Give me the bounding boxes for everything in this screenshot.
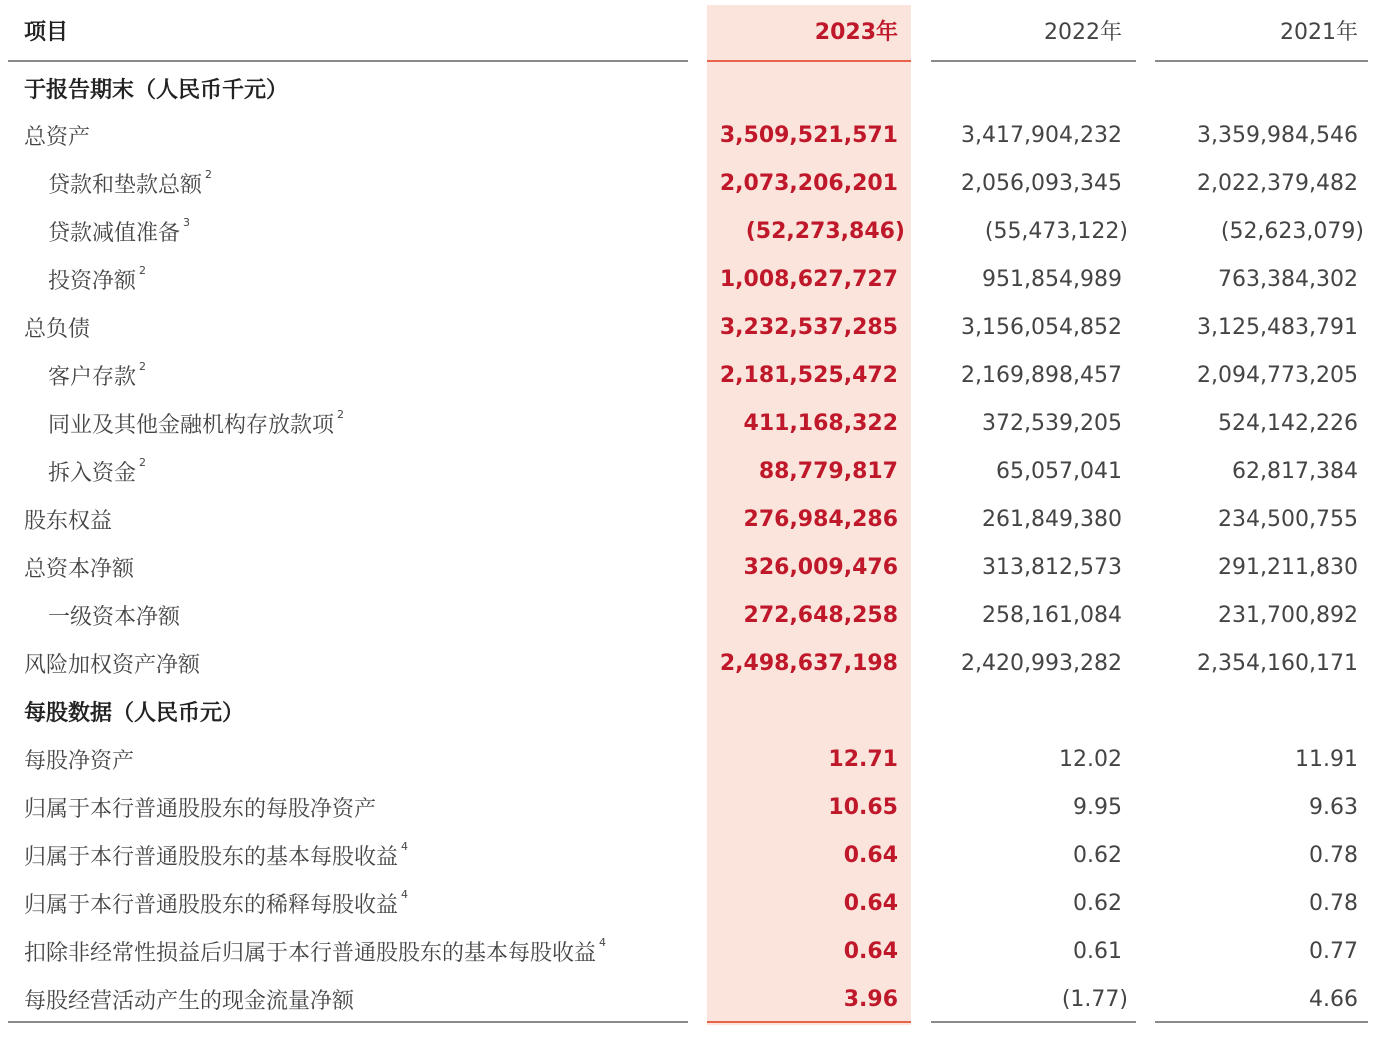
value-2022: 12.02 xyxy=(1059,746,1122,772)
table-row xyxy=(0,351,1386,399)
row-label xyxy=(48,207,190,255)
value-2021: 524,142,226 xyxy=(1218,410,1358,436)
value-2023: 12.71 xyxy=(828,746,898,772)
row-label xyxy=(24,735,134,783)
row-label xyxy=(48,159,212,207)
value-2023: 0.64 xyxy=(843,890,898,916)
value-2021: 3,125,483,791 xyxy=(1197,314,1358,340)
row-label-text: 每股经营活动产生的现金流量净额 xyxy=(24,988,355,1014)
row-label xyxy=(24,495,112,543)
value-2021: 0.77 xyxy=(1309,938,1358,964)
header-item: 项目 xyxy=(24,19,69,45)
footnote-marker: 2 xyxy=(205,167,213,181)
row-label-text: 客户存款 xyxy=(48,364,137,390)
value-2023: 0.64 xyxy=(843,842,898,868)
value-2021: 2,022,379,482 xyxy=(1197,170,1358,196)
table-row xyxy=(0,543,1386,591)
footnote-marker: 4 xyxy=(599,935,607,949)
row-label-text: 风险加权资产净额 xyxy=(24,652,201,678)
value-2023: 88,779,817 xyxy=(758,458,898,484)
row-label xyxy=(24,975,354,1023)
value-2023: 3,232,537,285 xyxy=(719,314,898,340)
value-2023: 411,168,322 xyxy=(743,410,898,436)
value-2023: 326,009,476 xyxy=(743,554,898,580)
footnote-marker: 2 xyxy=(139,263,147,277)
value-2022: 0.62 xyxy=(1073,890,1122,916)
value-2021: 0.78 xyxy=(1309,842,1358,868)
value-2022: 2,169,898,457 xyxy=(961,362,1122,388)
row-label xyxy=(24,543,134,591)
row-label-text: 归属于本行普通股股东的稀释每股收益 xyxy=(24,892,399,918)
value-2021: 11.91 xyxy=(1295,746,1358,772)
value-2022: 313,812,573 xyxy=(982,554,1122,580)
row-label xyxy=(24,111,90,159)
value-2022: 2,056,093,345 xyxy=(961,170,1122,196)
row-label xyxy=(48,447,146,495)
row-label-text: 贷款减值准备 xyxy=(48,220,181,246)
footnote-marker: 2 xyxy=(337,407,345,421)
table-row xyxy=(0,399,1386,447)
row-label xyxy=(48,591,180,639)
value-2023: 3.96 xyxy=(843,986,898,1012)
row-label xyxy=(48,399,344,447)
row-label-text: 总资产 xyxy=(24,124,91,150)
table-row xyxy=(0,255,1386,303)
footnote-marker: 2 xyxy=(139,455,147,469)
value-2021: 62,817,384 xyxy=(1232,458,1358,484)
table-row xyxy=(0,447,1386,495)
table-row xyxy=(0,495,1386,543)
table-row xyxy=(0,591,1386,639)
row-label xyxy=(24,639,200,687)
row-label-text: 归属于本行普通股股东的基本每股收益 xyxy=(24,844,399,870)
value-2022: (1.77) xyxy=(1061,986,1128,1012)
row-label-text: 归属于本行普通股股东的每股净资产 xyxy=(24,796,377,822)
value-2022: (55,473,122) xyxy=(984,218,1128,244)
footer-rule-2021 xyxy=(1155,1021,1368,1023)
footnote-marker: 4 xyxy=(401,887,409,901)
value-2021: 0.78 xyxy=(1309,890,1358,916)
value-2021: 2,094,773,205 xyxy=(1197,362,1358,388)
row-label-text: 拆入资金 xyxy=(48,460,137,486)
section-heading-row xyxy=(0,687,1386,735)
row-label-text: 投资净额 xyxy=(48,268,137,294)
footer-rule-2023 xyxy=(707,1021,911,1023)
section-heading-period-end: 于报告期末（人民币千元） xyxy=(24,77,289,103)
header-rule-2023 xyxy=(707,60,911,62)
footer-rule-2022 xyxy=(931,1021,1136,1023)
value-2023: 2,181,525,472 xyxy=(719,362,898,388)
value-2023: 2,073,206,201 xyxy=(719,170,898,196)
row-label-text: 每股净资产 xyxy=(24,748,135,774)
table-row xyxy=(0,927,1386,975)
value-2021: 4.66 xyxy=(1309,986,1358,1012)
table-row xyxy=(0,111,1386,159)
section-heading-per-share: 每股数据（人民币元） xyxy=(24,700,245,726)
header-rule-2021 xyxy=(1155,60,1368,62)
row-label xyxy=(48,255,146,303)
row-label xyxy=(24,831,408,879)
value-2021: 2,354,160,171 xyxy=(1197,650,1358,676)
value-2023: 1,008,627,727 xyxy=(719,266,898,292)
table-row xyxy=(0,735,1386,783)
table-row xyxy=(0,639,1386,687)
footnote-marker: 3 xyxy=(183,215,191,229)
footer-rule-item xyxy=(8,1021,688,1023)
table-row xyxy=(0,303,1386,351)
header-year-2022: 2022年 xyxy=(1044,19,1122,45)
footnote-marker: 4 xyxy=(401,839,409,853)
section-heading-row xyxy=(0,64,1386,112)
row-label-text: 股东权益 xyxy=(24,508,113,534)
table-row xyxy=(0,879,1386,927)
header-year-2021: 2021年 xyxy=(1280,19,1358,45)
value-2023: 276,984,286 xyxy=(743,506,898,532)
value-2022: 3,417,904,232 xyxy=(961,122,1122,148)
value-2022: 261,849,380 xyxy=(982,506,1122,532)
value-2023: 0.64 xyxy=(843,938,898,964)
table-row xyxy=(0,159,1386,207)
row-label-text: 一级资本净额 xyxy=(48,604,181,630)
value-2022: 951,854,989 xyxy=(982,266,1122,292)
value-2023: 3,509,521,571 xyxy=(719,122,898,148)
row-label-text: 贷款和垫款总额 xyxy=(48,172,203,198)
row-label-text: 同业及其他金融机构存放款项 xyxy=(48,412,335,438)
row-label-text: 扣除非经常性损益后归属于本行普通股股东的基本每股收益 xyxy=(24,940,597,966)
value-2022: 258,161,084 xyxy=(982,602,1122,628)
table-row xyxy=(0,207,1386,255)
row-label xyxy=(24,303,90,351)
value-2022: 0.62 xyxy=(1073,842,1122,868)
header-year-2023: 2023年 xyxy=(814,19,898,45)
value-2023: 10.65 xyxy=(828,794,898,820)
table-row xyxy=(0,783,1386,831)
value-2022: 9.95 xyxy=(1073,794,1122,820)
value-2021: 234,500,755 xyxy=(1218,506,1358,532)
footnote-marker: 2 xyxy=(139,359,147,373)
value-2022: 372,539,205 xyxy=(982,410,1122,436)
value-2021: 3,359,984,546 xyxy=(1197,122,1358,148)
value-2022: 65,057,041 xyxy=(996,458,1122,484)
value-2022: 2,420,993,282 xyxy=(961,650,1122,676)
value-2023: 2,498,637,198 xyxy=(719,650,898,676)
value-2022: 3,156,054,852 xyxy=(961,314,1122,340)
row-label xyxy=(24,879,408,927)
value-2023: (52,273,846) xyxy=(745,218,905,244)
value-2021: 231,700,892 xyxy=(1218,602,1358,628)
row-label xyxy=(24,927,606,975)
header-rule-2022 xyxy=(931,60,1136,62)
value-2023: 272,648,258 xyxy=(743,602,898,628)
row-label xyxy=(48,351,146,399)
header-rule-item xyxy=(8,60,688,62)
table-row xyxy=(0,975,1386,1023)
table-row xyxy=(0,831,1386,879)
row-label xyxy=(24,783,376,831)
value-2021: 9.63 xyxy=(1309,794,1358,820)
value-2021: 763,384,302 xyxy=(1218,266,1358,292)
value-2021: (52,623,079) xyxy=(1220,218,1364,244)
value-2022: 0.61 xyxy=(1073,938,1122,964)
row-label-text: 总负债 xyxy=(24,316,91,342)
row-label-text: 总资本净额 xyxy=(24,556,135,582)
value-2021: 291,211,830 xyxy=(1218,554,1358,580)
